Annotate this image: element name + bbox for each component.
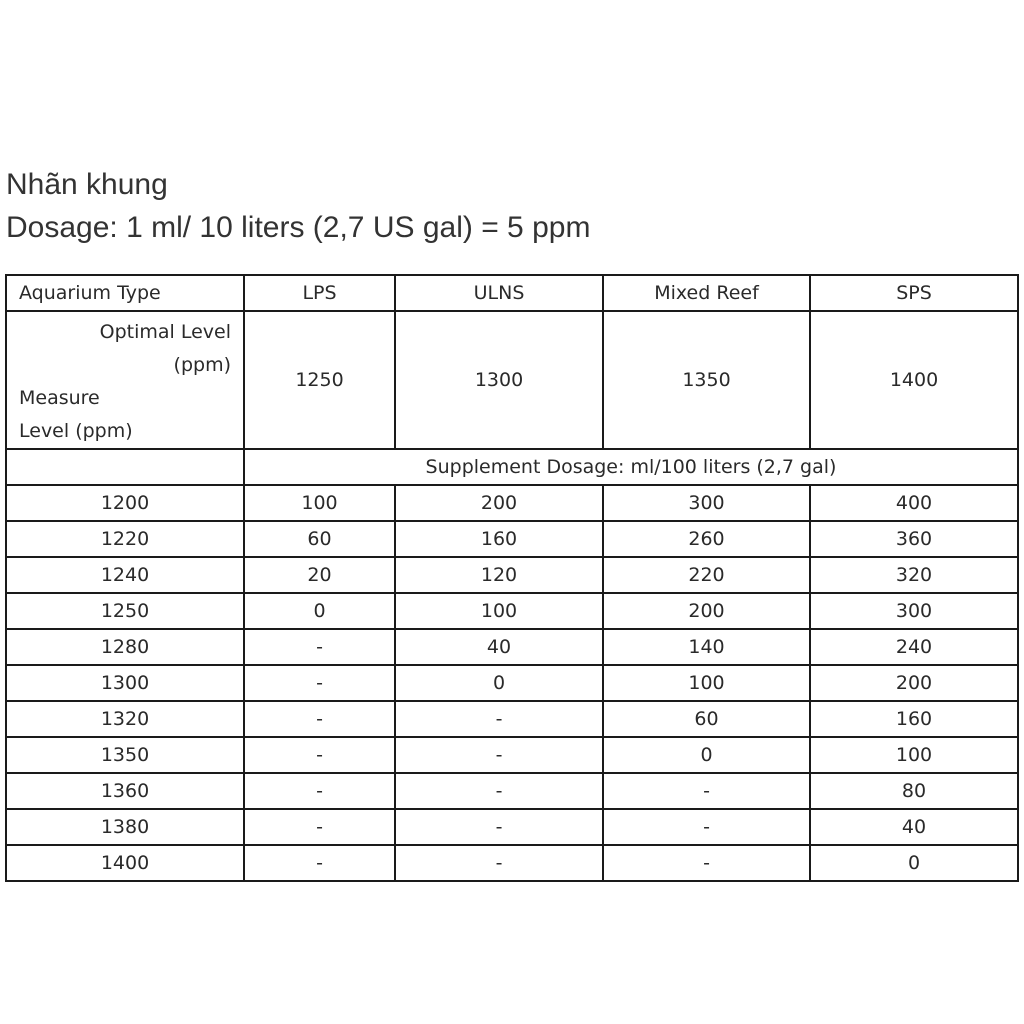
table-row [6,737,1018,773]
table-cell-sps: 0 [810,845,1018,881]
table-cell-mixed-reef: 140 [603,629,810,665]
table-row [6,629,1018,665]
header-row [6,275,1018,311]
table-row [6,665,1018,701]
table-cell-ulns: - [395,737,603,773]
table-cell-ulns: - [395,845,603,881]
measure-level-label [19,382,231,448]
optimal-level-label-line2: (ppm) [173,354,231,376]
table-cell-ulns: 0 [395,665,603,701]
table-cell-measure-level: 1200 [6,485,244,521]
table-cell-lps: 60 [244,521,395,557]
table-cell-mixed-reef: 300 [603,485,810,521]
table-cell-sps: 160 [810,701,1018,737]
table-cell-measure-level: 1240 [6,557,244,593]
table-row [6,557,1018,593]
table-cell-sps: 40 [810,809,1018,845]
table-cell-measure-level: 1380 [6,809,244,845]
supplement-row [6,449,1018,485]
measure-level-label-line1: Measure [19,387,100,409]
header-cell-lps: LPS [244,275,395,311]
table-cell-sps: 320 [810,557,1018,593]
table-cell-lps: - [244,809,395,845]
table-cell-ulns: - [395,773,603,809]
table-cell-lps: 20 [244,557,395,593]
optimal-level-label-line1: Optimal Level [99,321,231,343]
optimal-level-label [19,316,231,382]
table-cell-lps: 100 [244,485,395,521]
table-cell-measure-level: 1280 [6,629,244,665]
table-cell-measure-level: 1300 [6,665,244,701]
measure-level-label-line2: Level (ppm) [19,420,133,442]
header-cell-mixed-reef: Mixed Reef [603,275,810,311]
table-cell-mixed-reef: 200 [603,593,810,629]
supplement-dosage-label: Supplement Dosage: ml/100 liters (2,7 gal) [244,449,1018,485]
table-cell-sps: 300 [810,593,1018,629]
table-cell-lps: - [244,665,395,701]
table-cell-lps: - [244,701,395,737]
header-cell-sps: SPS [810,275,1018,311]
table-cell-mixed-reef: - [603,773,810,809]
table-cell-mixed-reef: 220 [603,557,810,593]
table-cell-lps: - [244,629,395,665]
table-cell-mixed-reef: 260 [603,521,810,557]
table-cell-ulns: 120 [395,557,603,593]
table-row [6,521,1018,557]
table-cell-mixed-reef: - [603,845,810,881]
table-cell-ulns: - [395,809,603,845]
table-cell-ulns: - [395,701,603,737]
header-cell-aquarium-type: Aquarium Type [6,275,244,311]
table-cell-sps: 80 [810,773,1018,809]
table-row [6,485,1018,521]
optimal-value-lps: 1250 [244,311,395,449]
table-cell-mixed-reef: 60 [603,701,810,737]
header-cell-ulns: ULNS [395,275,603,311]
table-cell-lps: 0 [244,593,395,629]
table-row [6,593,1018,629]
supplement-empty-cell [6,449,244,485]
table-cell-measure-level: 1400 [6,845,244,881]
table-cell-measure-level: 1360 [6,773,244,809]
table-cell-lps: - [244,845,395,881]
dosage-subtitle: Dosage: 1 ml/ 10 liters (2,7 US gal) = 5 ppm [6,211,591,244]
table-cell-sps: 400 [810,485,1018,521]
table-cell-lps: - [244,773,395,809]
optimal-value-sps: 1400 [810,311,1018,449]
table-row [6,773,1018,809]
page-title: Nhãn khung [6,168,168,201]
table-cell-measure-level: 1350 [6,737,244,773]
table-cell-measure-level: 1220 [6,521,244,557]
optimal-value-ulns: 1300 [395,311,603,449]
optimal-value-mixed-reef: 1350 [603,311,810,449]
table-cell-mixed-reef: - [603,809,810,845]
table-row [6,845,1018,881]
table-row [6,809,1018,845]
table-cell-sps: 240 [810,629,1018,665]
table-row [6,701,1018,737]
dosage-rows [6,485,1018,881]
table-cell-ulns: 200 [395,485,603,521]
table-cell-ulns: 100 [395,593,603,629]
table-cell-mixed-reef: 100 [603,665,810,701]
table-cell-mixed-reef: 0 [603,737,810,773]
dosage-table [5,274,1019,882]
table-cell-measure-level: 1250 [6,593,244,629]
optimal-measure-label-cell [6,311,244,449]
table-cell-sps: 360 [810,521,1018,557]
table-cell-sps: 200 [810,665,1018,701]
table-cell-ulns: 40 [395,629,603,665]
optimal-level-row [6,311,1018,449]
table-cell-lps: - [244,737,395,773]
table-cell-measure-level: 1320 [6,701,244,737]
table-cell-ulns: 160 [395,521,603,557]
table-cell-sps: 100 [810,737,1018,773]
